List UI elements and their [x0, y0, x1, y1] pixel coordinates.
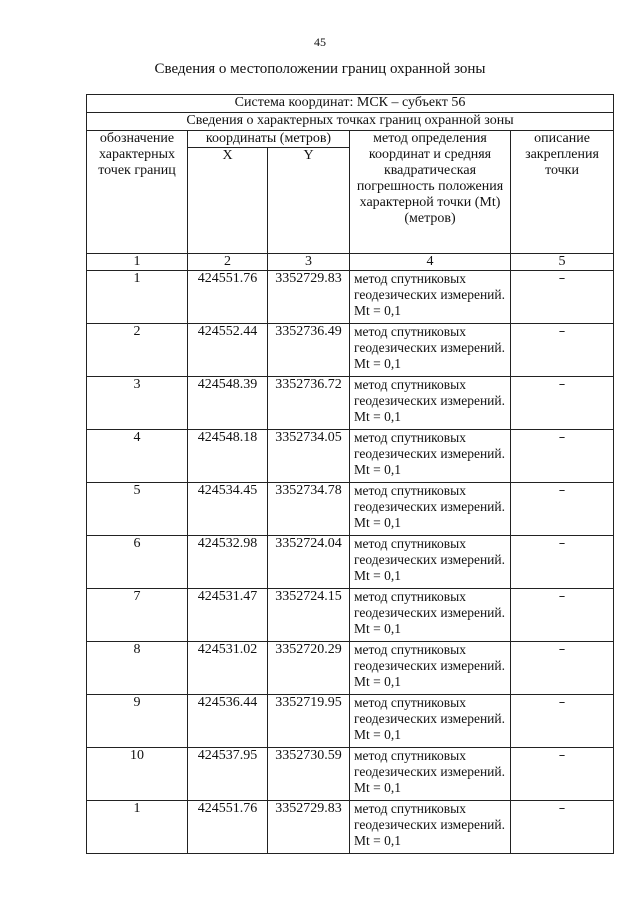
y-cell: 3352720.29	[268, 642, 350, 695]
column-number: 1	[87, 254, 188, 271]
table-row	[87, 483, 614, 536]
point-cell: 9	[87, 695, 188, 748]
method-cell: метод спутниковых геодезических измерений. Mt = 0,1	[350, 642, 511, 695]
section-label: Сведения о характерных точках границ охранной зоны	[87, 113, 614, 131]
point-cell: 5	[87, 483, 188, 536]
x-cell: 424548.18	[188, 430, 268, 483]
x-cell: 424552.44	[188, 324, 268, 377]
description-cell: –	[511, 377, 614, 430]
description-cell: –	[511, 589, 614, 642]
method-cell: метод спутниковых геодезических измерений. Mt = 0,1	[350, 536, 511, 589]
table-row	[87, 642, 614, 695]
table-row	[87, 695, 614, 748]
method-cell: метод спутниковых геодезических измерений. Mt = 0,1	[350, 430, 511, 483]
x-cell: 424537.95	[188, 748, 268, 801]
y-cell: 3352730.59	[268, 748, 350, 801]
x-cell: 424551.76	[188, 271, 268, 324]
description-cell: –	[511, 483, 614, 536]
x-cell: 424548.39	[188, 377, 268, 430]
table-row	[87, 801, 614, 854]
header-method: метод определения координат и средняя квадратическая погрешность положения характерной точки (Mt) (метров)	[350, 131, 511, 254]
x-cell: 424534.45	[188, 483, 268, 536]
description-cell: –	[511, 536, 614, 589]
point-cell: 10	[87, 748, 188, 801]
y-cell: 3352734.05	[268, 430, 350, 483]
table-row	[87, 748, 614, 801]
table-row	[87, 271, 614, 324]
point-cell: 8	[87, 642, 188, 695]
table-row	[87, 377, 614, 430]
header-description: описание закрепления точки	[511, 131, 614, 254]
point-cell: 1	[87, 271, 188, 324]
description-cell: –	[511, 695, 614, 748]
method-cell: метод спутниковых геодезических измерений. Mt = 0,1	[350, 483, 511, 536]
column-number: 3	[268, 254, 350, 271]
y-cell: 3352724.15	[268, 589, 350, 642]
table-row	[87, 324, 614, 377]
boundary-points-table	[86, 94, 614, 854]
y-cell: 3352724.04	[268, 536, 350, 589]
y-cell: 3352736.49	[268, 324, 350, 377]
table-row	[87, 536, 614, 589]
method-cell: метод спутниковых геодезических измерений. Mt = 0,1	[350, 271, 511, 324]
description-cell: –	[511, 748, 614, 801]
description-cell: –	[511, 642, 614, 695]
method-cell: метод спутниковых геодезических измерений. Mt = 0,1	[350, 801, 511, 854]
description-cell: –	[511, 801, 614, 854]
header-coords: координаты (метров)	[188, 131, 350, 148]
y-cell: 3352729.83	[268, 801, 350, 854]
point-cell: 3	[87, 377, 188, 430]
coordinate-system-label: Система координат: МСК – субъект 56	[87, 95, 614, 113]
method-cell: метод спутниковых геодезических измерений. Mt = 0,1	[350, 324, 511, 377]
x-cell: 424536.44	[188, 695, 268, 748]
point-cell: 6	[87, 536, 188, 589]
description-cell: –	[511, 324, 614, 377]
y-cell: 3352719.95	[268, 695, 350, 748]
x-cell: 424551.76	[188, 801, 268, 854]
header-point: обозначение характерных точек границ	[87, 131, 188, 254]
description-cell: –	[511, 430, 614, 483]
table-row	[87, 430, 614, 483]
y-cell: 3352736.72	[268, 377, 350, 430]
y-cell: 3352729.83	[268, 271, 350, 324]
y-cell: 3352734.78	[268, 483, 350, 536]
header-y: Y	[268, 148, 350, 254]
point-cell: 4	[87, 430, 188, 483]
x-cell: 424531.47	[188, 589, 268, 642]
column-number: 2	[188, 254, 268, 271]
method-cell: метод спутниковых геодезических измерений. Mt = 0,1	[350, 589, 511, 642]
x-cell: 424532.98	[188, 536, 268, 589]
header-x: X	[188, 148, 268, 254]
method-cell: метод спутниковых геодезических измерений. Mt = 0,1	[350, 377, 511, 430]
point-cell: 1	[87, 801, 188, 854]
x-cell: 424531.02	[188, 642, 268, 695]
column-number: 4	[350, 254, 511, 271]
table-row	[87, 589, 614, 642]
page-number: 45	[314, 35, 326, 49]
document-title: Сведения о местоположении границ охранной зоны	[154, 61, 486, 77]
point-cell: 7	[87, 589, 188, 642]
method-cell: метод спутниковых геодезических измерений. Mt = 0,1	[350, 748, 511, 801]
column-number: 5	[511, 254, 614, 271]
method-cell: метод спутниковых геодезических измерений. Mt = 0,1	[350, 695, 511, 748]
description-cell: –	[511, 271, 614, 324]
point-cell: 2	[87, 324, 188, 377]
